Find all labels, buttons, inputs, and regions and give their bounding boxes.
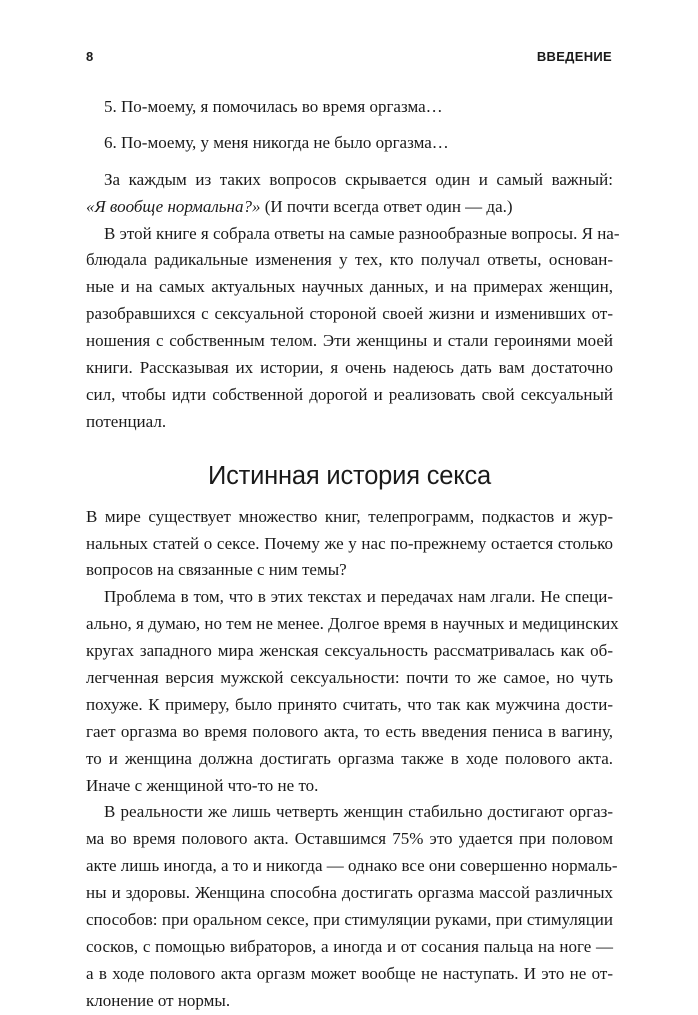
list-item: 5. По-моему, я помочилась во время оргазма… [104,97,443,116]
running-head: ВВЕДЕНИЕ [536,49,612,64]
text-line: книги. Рассказывая их истории, я очень надеюсь дать вам достаточно [86,358,613,378]
text-line: разобравшихся с сексуальной стороной своей жизни и изменивших от- [86,304,613,324]
text-line: ны и здоровы. Женщина способна достигать оргазма массой различных [86,883,613,903]
text-line: нальных статей о сексе. Почему же у нас по-прежнему остается столько [86,533,613,553]
paragraph [86,799,618,1014]
text-line: а в ходе полового акта оргазм может вообще не наступать. И это не от- [86,963,613,983]
page-number: 8 [86,49,94,64]
text-line: потенциал. [86,411,167,431]
text-line: ношения с собственным телом. Эти женщины и стали героинями моей [86,331,613,351]
text-line: Проблема в том, что в этих текстах и передачах нам лгали. Не специ- [104,587,613,607]
text-line: Иначе с женщиной что-то не то. [86,775,319,795]
text-line: гает оргазма во время полового акта, то есть введения пениса в вагину, [86,721,613,741]
text-line: ма во время полового акта. Оставшимся 75% это удается при половом [86,829,613,849]
text-line: легченная версия мужской сексуальности: почти то же самое, но чуть [86,668,613,688]
text-line: похуже. К примеру, было принято считать, что так как мужчина дости- [86,694,613,714]
text-line: сил, чтобы идти собственной дорогой и реализовать свой сексуальный [86,384,613,404]
text-line [86,194,613,221]
numbered-list [86,94,613,157]
paragraph [86,584,619,799]
italic-question: «Я вообще нормальна?» [86,196,261,216]
section-heading: Истинная история секса [207,461,492,490]
intro-paragraph [86,167,613,221]
text-line: За каждым из таких вопросов скрывается один и самый важный: [104,169,613,189]
text-line: акте лишь иногда, а то и никогда — однако все они совершенно нормаль- [86,856,618,876]
paragraph [86,221,620,436]
paragraph [86,504,613,585]
text-line: ные и на самых актуальных научных данных, и на примерах женщин, [86,277,613,297]
page-body [86,94,620,1015]
text-line: клонение от нормы. [86,990,231,1010]
text-span: (И почти всегда ответ один — да.) [260,196,513,216]
text-line: сосков, с помощью вибраторов, а иногда и от сосания пальца на ноге — [86,936,613,956]
text-line: В реальности же лишь четверть женщин стабильно достигают оргаз- [104,802,613,822]
text-line: ально, я думаю, но тем не менее. Долгое время в научных и медицинских [86,614,619,634]
text-line: В мире существует множество книг, телепрограмм, подкастов и жур- [86,506,613,526]
text-line: то и женщина должна достигать оргазма также в ходе полового акта. [86,748,613,768]
text-line: кругах западного мира женская сексуальность рассматривалась как об- [86,641,613,661]
text-line: блюдала радикальные изменения у тех, кто получал ответы, основан- [86,250,613,270]
text-line: В этой книге я собрала ответы на самые разнообразные вопросы. Я на- [104,223,620,243]
text-line: способов: при оральном сексе, при стимуляции руками, при стимуляции [86,910,613,930]
text-line: вопросов на связанные с ним темы? [86,560,347,580]
list-item: 6. По-моему, у меня никогда не было оргазма… [104,132,449,152]
